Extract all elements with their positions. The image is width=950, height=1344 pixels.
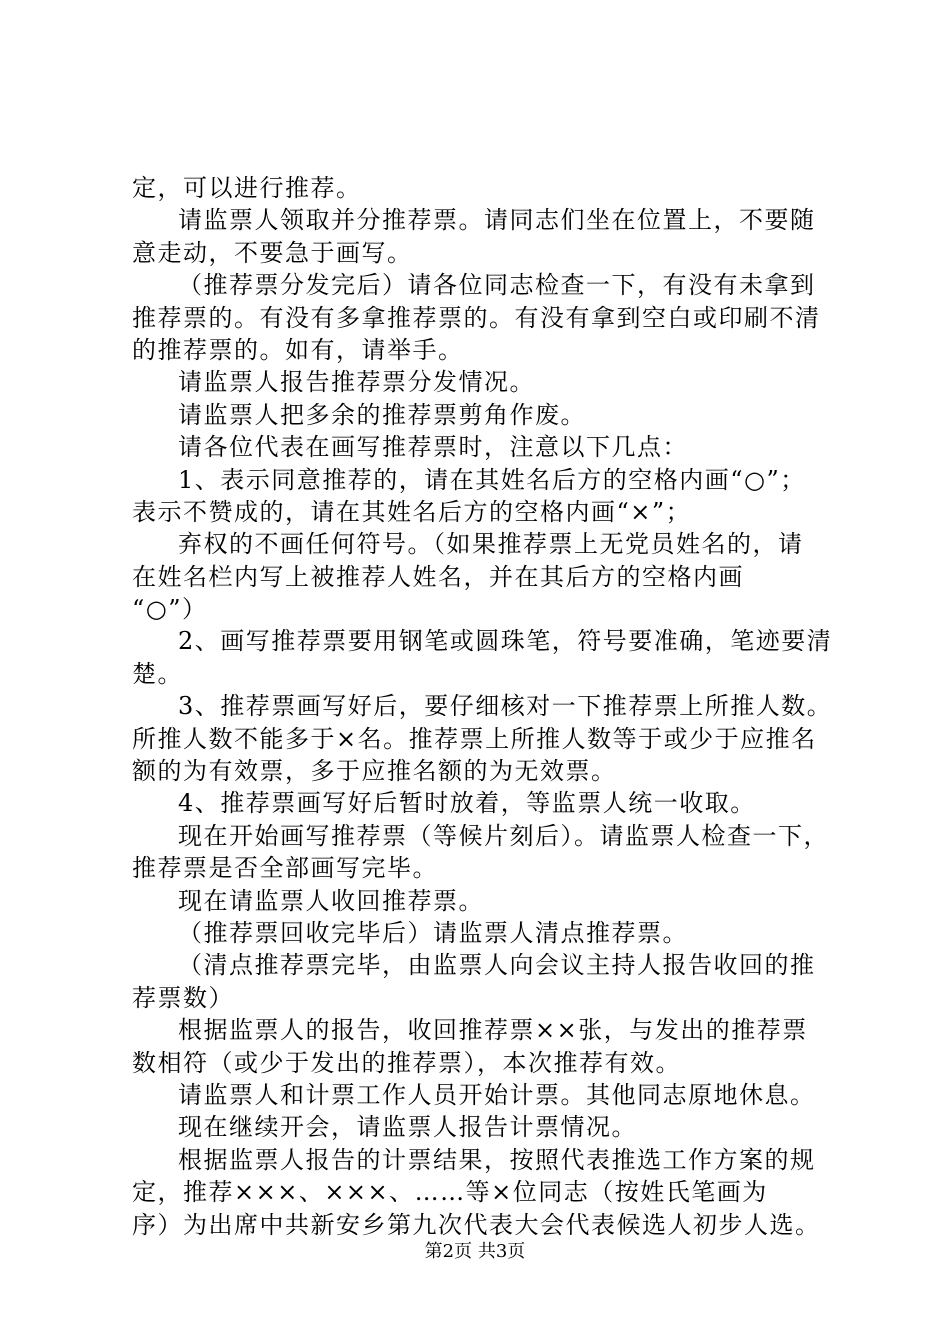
text-line: 4、推荐票画写好后暂时放着，等监票人统一收取。 [178,789,756,818]
text-line: 推荐票是否全部画写完毕。 [132,854,438,883]
text-line: 根据监票人的报告，收回推荐票××张，与发出的推荐票 [178,1016,808,1045]
text-line: 定，可以进行推荐。 [132,174,362,202]
text-line: （清点推荐票完毕，由监票人向会议主持人报告收回的推 [178,951,816,980]
text-line: 序）为出席中共新安乡第九次代表大会代表候选人初步人选。 [132,1210,821,1239]
text-line: 荐票数） [132,983,234,1012]
text-line: 意走动，不要急于画写。 [132,238,413,267]
text-line: 2、画写推荐票要用钢笔或圆珠笔，符号要准确，笔迹要清 [178,627,833,656]
text-line: 在姓名栏内写上被推荐人姓名，并在其后方的空格内画 [132,562,744,591]
text-line: 请监票人领取并分推荐票。请同志们坐在位置上，不要随 [178,206,816,235]
text-line: 表示不赞成的，请在其姓名后方的空格内画“×”； [132,497,692,526]
text-line: 所推人数不能多于×名。推荐票上所推人数等于或少于应推名 [132,724,817,753]
text-line: 现在继续开会，请监票人报告计票情况。 [178,1113,637,1142]
text-line: （推荐票分发完后）请各位同志检查一下，有没有未拿到 [178,271,816,300]
text-line: 请监票人和计票工作人员开始计票。其他同志原地休息。 [178,1080,816,1109]
document-body [132,172,832,1241]
text-line: 1、表示同意推荐的，请在其姓名后方的空格内画“○”； [178,465,806,494]
text-line: 额的为有效票，多于应推名额的为无效票。 [132,757,617,786]
text-line: 的推荐票的。如有，请举手。 [132,335,464,364]
text-line: 定，推荐×××、×××、……等×位同志（按姓氏笔画为 [132,1178,768,1207]
text-line: 3、推荐票画写好后，要仔细核对一下推荐票上所推人数。 [178,692,833,721]
text-line: 楚。 [132,659,183,688]
text-line: 请监票人报告推荐票分发情况。 [178,368,535,397]
text-line: 根据监票人报告的计票结果，按照代表推选工作方案的规 [178,1145,816,1174]
text-line: 数相符（或少于发出的推荐票），本次推荐有效。 [132,1048,681,1077]
text-line: 推荐票的。有没有多拿推荐票的。有没有拿到空白或印刷不清 [132,303,821,332]
page-footer: 第2页 共3页 [424,1241,526,1262]
text-line: 现在请监票人收回推荐票。 [178,886,484,915]
text-line: 请监票人把多余的推荐票剪角作废。 [178,400,586,429]
text-line: 弃权的不画任何符号。（如果推荐票上无党员姓名的，请 [178,530,804,559]
text-line: 请各位代表在画写推荐票时，注意以下几点： [178,433,688,462]
text-line: “○”） [132,595,208,624]
text-line: 现在开始画写推荐票（等候片刻后）。请监票人检查一下， [178,821,829,850]
text-line: （推荐票回收完毕后）请监票人清点推荐票。 [178,918,688,947]
